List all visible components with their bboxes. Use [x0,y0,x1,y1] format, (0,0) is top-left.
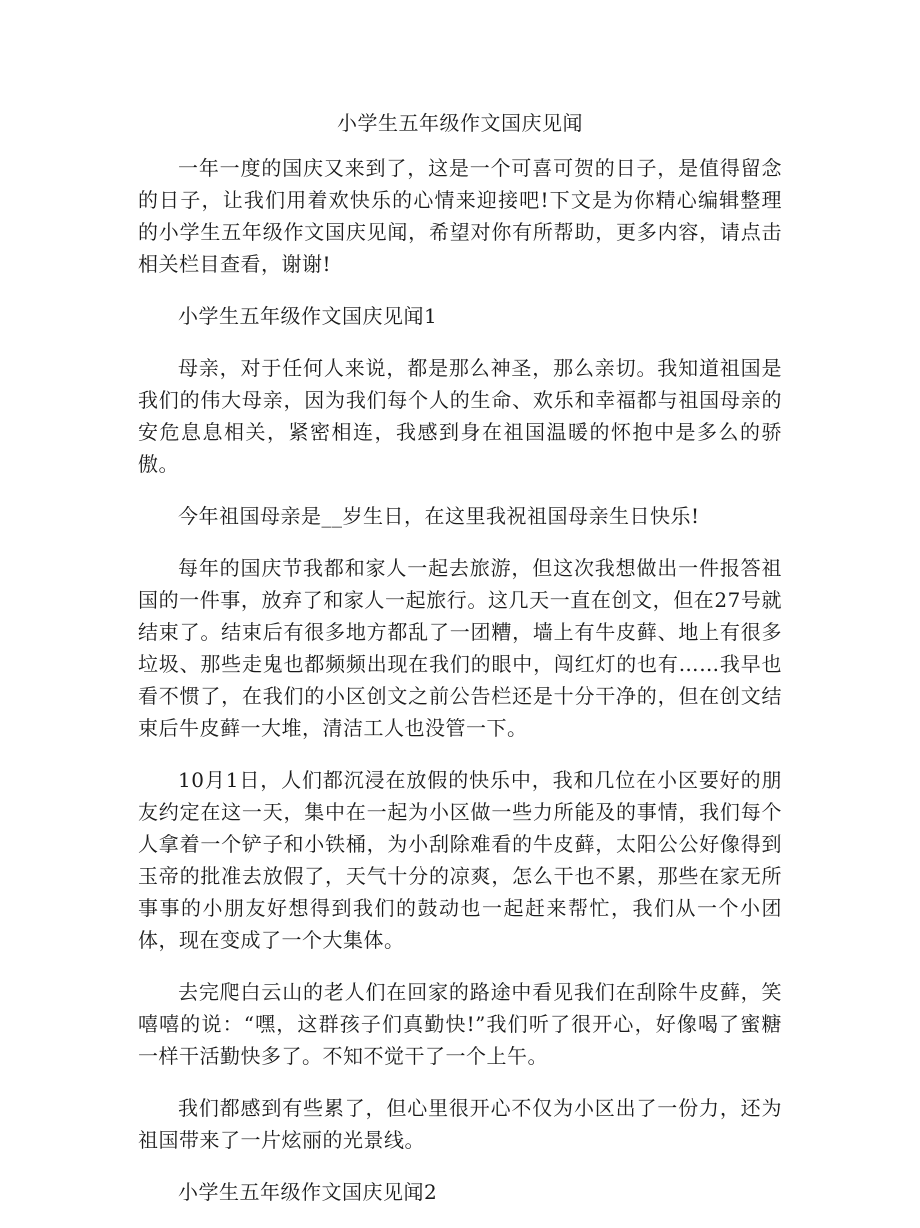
body-paragraph: 我们都感到有些累了，但心里很开心不仅为小区出了一份力，还为祖国带来了一片炫丽的光景线。 [138,1096,782,1152]
body-paragraph: 去完爬白云山的老人们在回家的路途中看见我们在刮除牛皮藓，笑嘻嘻的说：“嘿，这群孩子们真勤快!”我们听了很开心，好像喝了蜜糖一样干活勤快多了。不知不觉干了一个上午。 [138,980,782,1068]
section-heading-2: 小学生五年级作文国庆见闻2 [178,1180,438,1204]
body-paragraph: 母亲，对于任何人来说，都是那么神圣，那么亲切。我知道祖国是我们的伟大母亲，因为我们每个人的生命、欢乐和幸福都与祖国母亲的安危息息相关，紧密相连，我感到身在祖国温暖的怀抱中是多么的骄傲。 [138,356,782,476]
section-heading-1: 小学生五年级作文国庆见闻1 [178,304,438,328]
body-paragraph: 10月1日，人们都沉浸在放假的快乐中，我和几位在小区要好的朋友约定在这一天，集中在一起为小区做一些力所能及的事情，我们每个人拿着一个铲子和小铁桶，为小刮除难看的牛皮藓，太阳公公好像得到玉帝的批准去放假了，天气十分的凉爽，怎么干也不累，那些在家无所事事的小朋友好想得到我们的鼓动也一起赶来帮忙，我们从一个小团体，现在变成了一个大集体。 [138,768,782,952]
document-body [138,152,782,1228]
body-paragraph: 今年祖国母亲是__岁生日，在这里我祝祖国母亲生日快乐! [178,504,700,528]
document-title: 小学生五年级作文国庆见闻 [337,111,583,135]
intro-paragraph: 一年一度的国庆又来到了，这是一个可喜可贺的日子，是值得留念的日子，让我们用着欢快乐的心情来迎接吧!下文是为你精心编辑整理的小学生五年级作文国庆见闻，希望对你有所帮助，更多内容，请点击相关栏目查看，谢谢! [138,156,782,276]
body-paragraph: 每年的国庆节我都和家人一起去旅游，但这次我想做出一件报答祖国的一件事，放弃了和家人一起旅行。这几天一直在创文，但在27号就结束了。结束后有很多地方都乱了一团糟，墙上有牛皮藓、地上有很多垃圾、那些走鬼也都频频出现在我们的眼中，闯红灯的也有……我早也看不惯了，在我们的小区创文之前公告栏还是十分干净的，但在创文结束后牛皮藓一大堆，清洁工人也没管一下。 [138,556,782,740]
